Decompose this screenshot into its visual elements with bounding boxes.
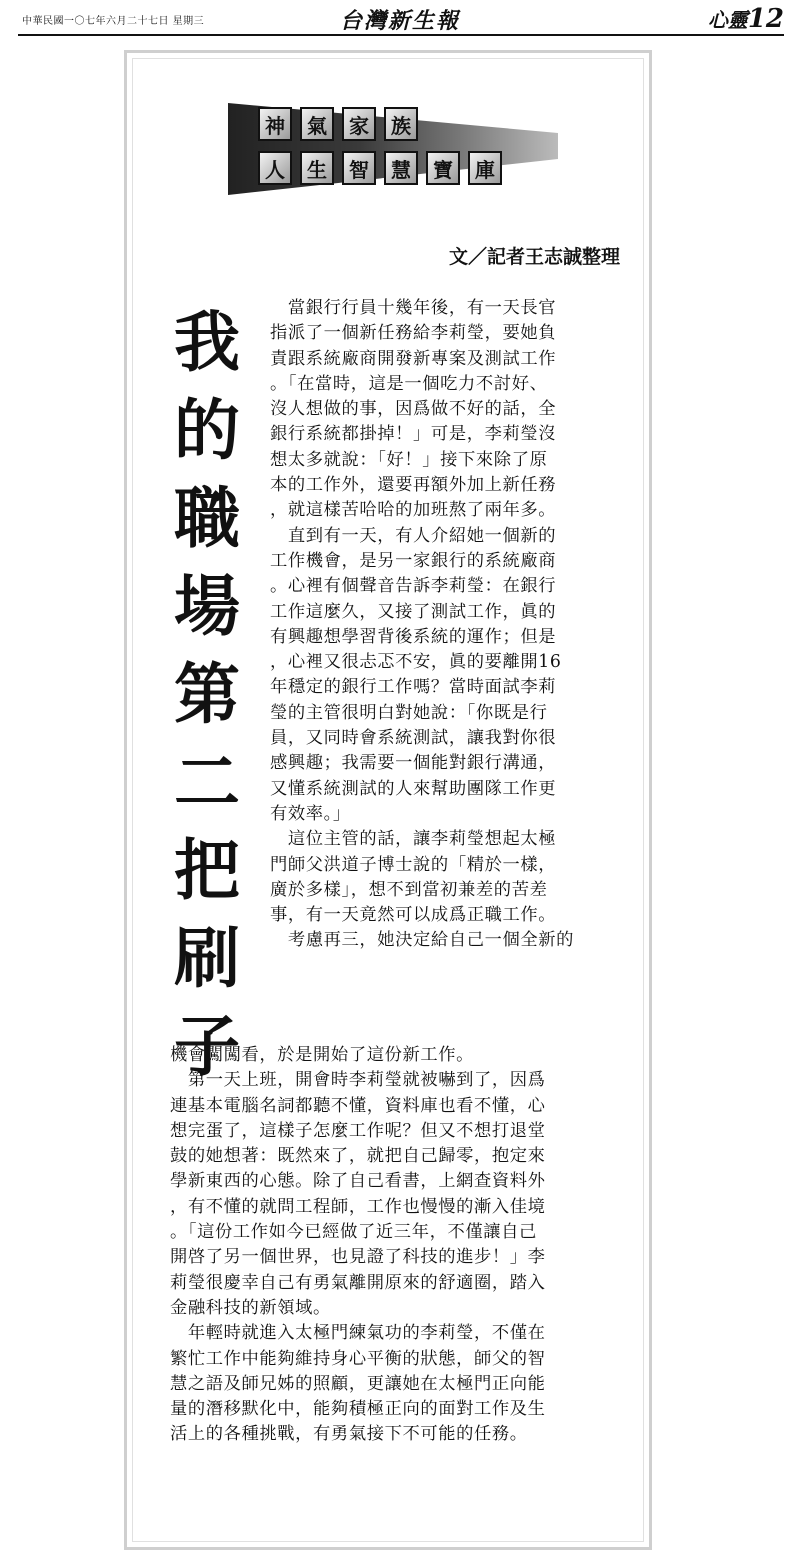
banner-tile: 族: [384, 107, 418, 141]
section-name: 心靈: [707, 8, 748, 32]
body-line: 鼓的她想著：既然來了，就把自己歸零，抱定來: [170, 1146, 546, 1167]
body-line: 又懂系統測試的人來幫助團隊工作更: [270, 778, 557, 799]
body-line: 活上的各種挑戰，有勇氣接下不可能的任務。: [170, 1424, 528, 1445]
body-line: 想太多就說：「好！」接下來除了原: [270, 449, 548, 470]
body-line: 。「在當時，這是一個吃力不討好、: [270, 373, 548, 394]
body-line: 這位主管的話，讓李莉瑩想起太極: [270, 829, 557, 850]
banner-tile: 家: [342, 107, 376, 141]
page-number: 12: [747, 4, 784, 34]
issue-date: 中華民國一〇七年六月二十七日 星期三: [22, 16, 205, 27]
body-line: 機會闖闖看，於是開始了這份新工作。: [170, 1045, 474, 1065]
body-line: 學新東西的心態。除了自己看書，上網查資料外: [170, 1171, 546, 1192]
headline-char: 刷: [174, 919, 240, 997]
body-line: ，心裡又很忐忑不安，眞的要離開16: [270, 652, 562, 673]
body-line: 感興趣；我需要一個能對銀行溝通，: [270, 753, 557, 774]
body-line: 銀行系統都掛掉！」可是，李莉瑩沒: [270, 424, 557, 445]
headline-char: 第: [174, 655, 240, 733]
banner-tile: 神: [258, 107, 292, 141]
body-line: 門師父洪道子博士說的「精於一樣，: [270, 854, 557, 875]
body-line: 有效率。」: [270, 803, 351, 824]
banner-tile: 生: [300, 151, 334, 185]
banner-tile: 庫: [468, 151, 502, 185]
body-line: 當銀行行員十幾年後，有一天長官: [270, 298, 557, 318]
banner-tile: 寶: [426, 151, 460, 185]
banner-tile: 慧: [384, 151, 418, 185]
headline-char: 我: [174, 303, 240, 381]
body-line: 工作機會，是另一家銀行的系統廠商: [270, 550, 557, 571]
headline-char: 把: [174, 831, 240, 909]
masthead-rule: [18, 34, 784, 36]
body-line: 瑩的主管很明白對她說：「你既是行: [270, 702, 548, 723]
body-line: 年輕時就進入太極門練氣功的李莉瑩，不僅在: [170, 1323, 546, 1344]
article-body-narrow-column: [270, 296, 622, 954]
body-line: 年穩定的銀行工作嗎？當時面試李莉: [270, 677, 557, 698]
body-line: 本的工作外，還要再額外加上新任務: [270, 475, 557, 496]
body-line: ，就這樣苦哈哈的加班熬了兩年多。: [270, 500, 557, 521]
body-line: 繁忙工作中能夠維持身心平衡的狀態，師父的智: [170, 1348, 546, 1369]
banner-row-2: [258, 151, 502, 185]
column-banner: [228, 95, 558, 195]
masthead: [0, 0, 800, 36]
body-line: 開啓了另一個世界，也見證了科技的進步！」李: [170, 1247, 546, 1268]
banner-tile: 氣: [300, 107, 334, 141]
article-byline: 文／記者王志誠整理: [448, 246, 620, 268]
body-line: 第一天上班，開會時李莉瑩就被嚇到了，因爲: [170, 1070, 546, 1091]
body-line: 。心裡有個聲音告訴李莉瑩：在銀行: [270, 576, 557, 597]
section-page-label: [708, 4, 784, 34]
body-line: ，有不懂的就問工程師，工作也慢慢的漸入佳境: [170, 1196, 546, 1217]
body-line: 員，又同時會系統測試，讓我對你很: [270, 728, 557, 749]
banner-tile: 人: [258, 151, 292, 185]
body-line: 莉瑩很慶幸自己有勇氣離開原來的舒適圈，踏入: [170, 1272, 546, 1293]
headline-char: 場: [174, 567, 240, 645]
banner-tile: 智: [342, 151, 376, 185]
newspaper-name: 台灣新生報: [340, 8, 461, 34]
body-line: 責跟系統廠商開發新專案及測試工作: [270, 348, 557, 369]
body-line: 想完蛋了，這樣子怎麼工作呢？但又不想打退堂: [170, 1120, 546, 1141]
headline-char: 的: [174, 391, 240, 469]
body-line: 量的潛移默化中，能夠積極正向的面對工作及生: [170, 1399, 546, 1420]
body-line: 慧之語及師兄姊的照顧，更讓她在太極門正向能: [170, 1373, 546, 1394]
headline-char: 二: [174, 743, 240, 821]
article-headline: [162, 298, 252, 1090]
body-line: 金融科技的新領域。: [170, 1297, 331, 1318]
headline-char: 子: [174, 1007, 240, 1085]
body-line: 考慮再三，她決定給自己一個全新的: [270, 930, 574, 951]
body-line: 沒人想做的事，因爲做不好的話，全: [270, 399, 557, 420]
body-line: 指派了一個新任務給李莉瑩，要她負: [270, 323, 557, 344]
body-line: 廣於多樣」，想不到當初兼差的苦差: [270, 879, 548, 900]
body-line: 直到有一天，有人介紹她一個新的: [270, 525, 557, 546]
article-body-full-width: [170, 1043, 622, 1448]
body-line: 有興趣想學習背後系統的運作；但是: [270, 626, 557, 647]
banner-row-1: [258, 107, 418, 141]
body-line: 工作這麼久，又接了測試工作，眞的: [270, 601, 557, 622]
body-line: 事，有一天竟然可以成爲正職工作。: [270, 905, 557, 926]
headline-char: 職: [174, 479, 240, 557]
body-line: 。「這份工作如今已經做了近三年，不僅讓自己: [170, 1222, 537, 1243]
body-line: 連基本電腦名詞都聽不懂，資料庫也看不懂，心: [170, 1095, 546, 1116]
